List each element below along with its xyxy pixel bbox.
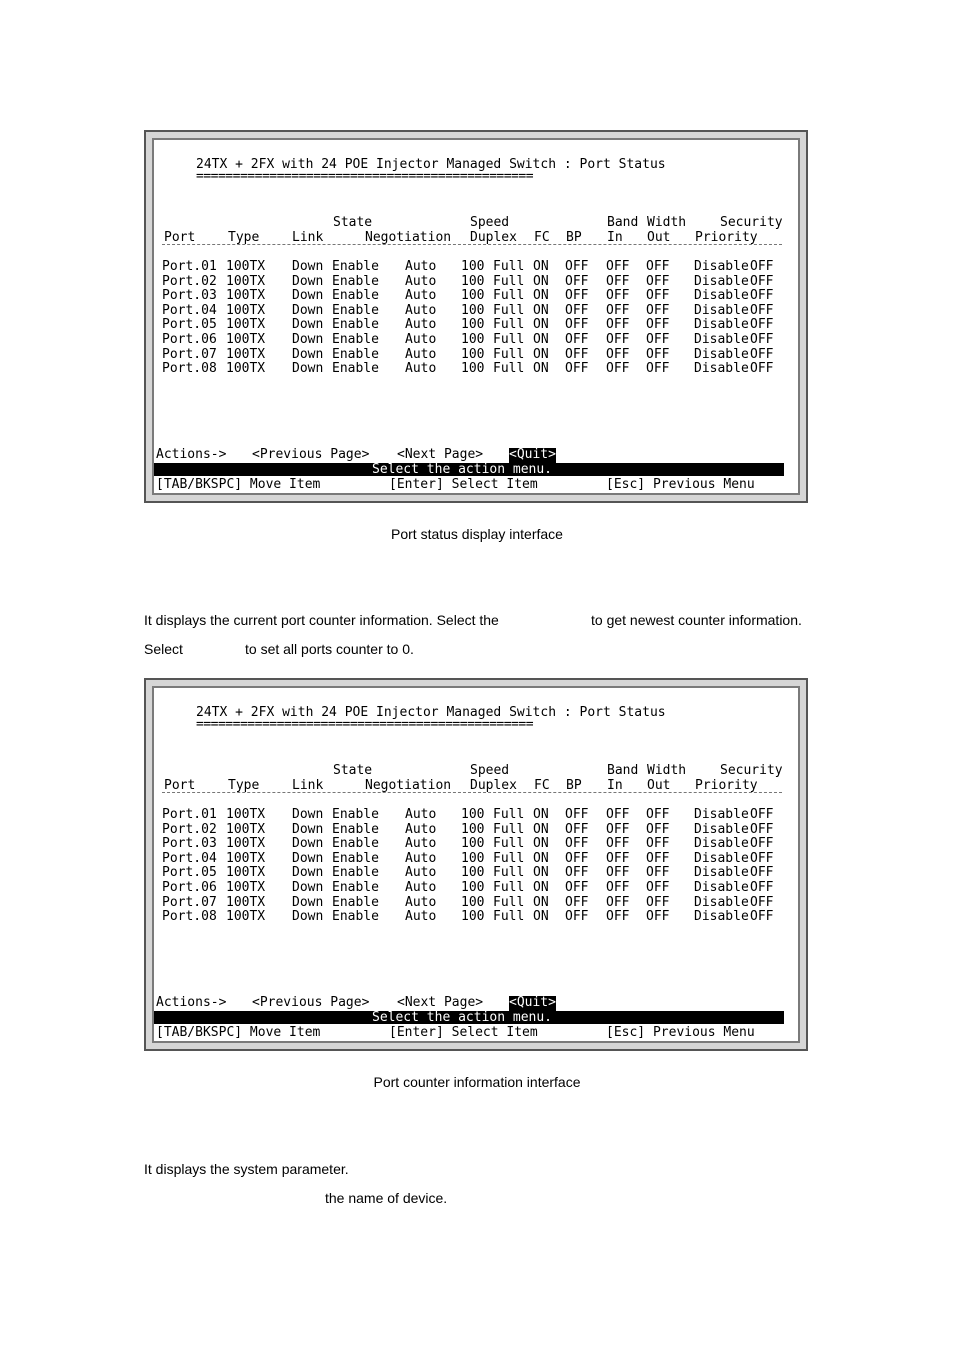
status-bar	[154, 1011, 784, 1024]
system-parameter-text: It displays the system parameter.	[144, 1161, 349, 1177]
cell-bp: OFF	[565, 879, 589, 895]
next-page-button[interactable]: <Next Page>	[397, 447, 484, 462]
cell-duplex: Full	[493, 879, 525, 895]
cell-priority: OFF	[750, 317, 774, 333]
cell-bp: OFF	[565, 909, 589, 925]
cell-port: Port.02	[162, 821, 217, 837]
header-out: Out	[647, 778, 671, 793]
cell-priority: OFF	[750, 807, 774, 822]
cell-speed: 100	[461, 879, 485, 895]
cell-bp: OFF	[565, 302, 589, 318]
cell-neg: Auto	[405, 836, 437, 852]
cell-out: OFF	[646, 879, 670, 895]
cell-security: Disable	[694, 331, 749, 347]
cell-neg: Auto	[405, 850, 437, 866]
cell-state: Enable	[332, 273, 379, 289]
cell-out: OFF	[646, 331, 670, 347]
cell-security: Disable	[694, 850, 749, 866]
cell-out: OFF	[646, 317, 670, 333]
cell-link: Down	[292, 361, 324, 377]
cell-bp: OFF	[565, 821, 589, 837]
counter-text-1b: to get newest counter information.	[591, 612, 802, 628]
status-message: Select the action menu.	[372, 462, 553, 477]
cell-state: Enable	[332, 865, 379, 881]
header-type: Type	[228, 230, 260, 245]
cell-duplex: Full	[493, 288, 525, 304]
cell-state: Enable	[332, 259, 379, 274]
cell-neg: Auto	[405, 361, 437, 377]
cell-neg: Auto	[405, 909, 437, 925]
cell-speed: 100	[461, 331, 485, 347]
cell-neg: Auto	[405, 302, 437, 318]
cell-bp: OFF	[565, 361, 589, 377]
cell-type: 100TX	[226, 346, 266, 362]
cell-neg: Auto	[405, 879, 437, 895]
cell-bp: OFF	[565, 259, 589, 274]
cell-type: 100TX	[226, 302, 266, 318]
cell-bp: OFF	[565, 865, 589, 881]
cell-type: 100TX	[226, 836, 266, 852]
counter-text-2a: Select	[144, 641, 183, 657]
cell-state: Enable	[332, 346, 379, 362]
cell-type: 100TX	[226, 850, 266, 866]
cell-out: OFF	[646, 302, 670, 318]
cell-speed: 100	[461, 317, 485, 333]
cell-state: Enable	[332, 807, 379, 822]
cell-priority: OFF	[750, 879, 774, 895]
cell-link: Down	[292, 273, 324, 289]
header-bp: BP	[566, 230, 582, 245]
status-message: Select the action menu.	[372, 1010, 553, 1025]
cell-out: OFF	[646, 850, 670, 866]
cell-state: Enable	[332, 879, 379, 895]
cell-security: Disable	[694, 821, 749, 837]
cell-speed: 100	[461, 821, 485, 837]
cell-link: Down	[292, 821, 324, 837]
cell-state: Enable	[332, 894, 379, 910]
terminal-screen	[152, 686, 800, 1043]
cell-priority: OFF	[750, 909, 774, 925]
cell-fc: ON	[533, 865, 549, 881]
cell-speed: 100	[461, 361, 485, 377]
cell-duplex: Full	[493, 894, 525, 910]
cell-speed: 100	[461, 909, 485, 925]
header-band: Band	[607, 215, 639, 230]
cell-out: OFF	[646, 273, 670, 289]
help-previous: [Esc] Previous Menu	[606, 1025, 755, 1040]
cell-priority: OFF	[750, 836, 774, 852]
cell-in: OFF	[606, 302, 630, 318]
cell-in: OFF	[606, 821, 630, 837]
cell-state: Enable	[332, 288, 379, 304]
cell-speed: 100	[461, 346, 485, 362]
cell-priority: OFF	[750, 331, 774, 347]
help-select: [Enter] Select Item	[389, 477, 538, 492]
cell-duplex: Full	[493, 807, 525, 822]
cell-neg: Auto	[405, 894, 437, 910]
cell-neg: Auto	[405, 317, 437, 333]
cell-port: Port.07	[162, 894, 217, 910]
header-link: Link	[292, 778, 324, 793]
cell-speed: 100	[461, 836, 485, 852]
cell-priority: OFF	[750, 288, 774, 304]
previous-page-button[interactable]: <Previous Page>	[252, 995, 370, 1010]
cell-type: 100TX	[226, 273, 266, 289]
cell-bp: OFF	[565, 273, 589, 289]
cell-type: 100TX	[226, 259, 266, 274]
cell-fc: ON	[533, 317, 549, 333]
cell-speed: 100	[461, 273, 485, 289]
header-state: State	[333, 215, 373, 230]
header-fc: FC	[534, 230, 550, 245]
counter-text-1a: It displays the current port counter information. Select the	[144, 612, 499, 628]
header-priority: Priority	[695, 230, 758, 245]
port-status-window-1	[144, 130, 808, 503]
cell-fc: ON	[533, 259, 549, 274]
cell-security: Disable	[694, 836, 749, 852]
cell-link: Down	[292, 302, 324, 318]
header-divider	[162, 244, 782, 245]
cell-link: Down	[292, 331, 324, 347]
cell-link: Down	[292, 894, 324, 910]
cell-speed: 100	[461, 259, 485, 274]
cell-state: Enable	[332, 909, 379, 925]
cell-neg: Auto	[405, 259, 437, 274]
title-underline: ==============================================	[196, 717, 534, 732]
cell-link: Down	[292, 836, 324, 852]
port-status-window-2	[144, 678, 808, 1051]
cell-security: Disable	[694, 879, 749, 895]
cell-link: Down	[292, 865, 324, 881]
cell-priority: OFF	[750, 273, 774, 289]
cell-port: Port.06	[162, 331, 217, 347]
header-negotiation: Negotiation	[365, 230, 452, 245]
cell-link: Down	[292, 288, 324, 304]
cell-link: Down	[292, 259, 324, 274]
cell-bp: OFF	[565, 894, 589, 910]
cell-priority: OFF	[750, 361, 774, 377]
status-bar	[154, 463, 784, 476]
help-move: [TAB/BKSPC] Move Item	[156, 477, 321, 492]
cell-in: OFF	[606, 909, 630, 925]
header-speed: Speed	[470, 215, 510, 230]
cell-type: 100TX	[226, 909, 266, 925]
header-duplex: Duplex	[470, 230, 517, 245]
screen-title: 24TX + 2FX with 24 POE Injector Managed Switch : Port Status	[196, 705, 666, 720]
cell-link: Down	[292, 850, 324, 866]
cell-duplex: Full	[493, 850, 525, 866]
help-previous: [Esc] Previous Menu	[606, 477, 755, 492]
cell-fc: ON	[533, 909, 549, 925]
cell-bp: OFF	[565, 807, 589, 822]
header-priority: Priority	[695, 778, 758, 793]
next-page-button[interactable]: <Next Page>	[397, 995, 484, 1010]
cell-state: Enable	[332, 821, 379, 837]
cell-state: Enable	[332, 361, 379, 377]
cell-out: OFF	[646, 807, 670, 822]
cell-link: Down	[292, 346, 324, 362]
header-security: Security	[720, 215, 783, 230]
cell-speed: 100	[461, 865, 485, 881]
cell-type: 100TX	[226, 807, 266, 822]
cell-out: OFF	[646, 346, 670, 362]
cell-in: OFF	[606, 361, 630, 377]
cell-link: Down	[292, 879, 324, 895]
header-security: Security	[720, 763, 783, 778]
title-underline: ==============================================	[196, 169, 534, 184]
cell-type: 100TX	[226, 865, 266, 881]
cell-duplex: Full	[493, 865, 525, 881]
header-divider	[162, 792, 782, 793]
cell-security: Disable	[694, 865, 749, 881]
cell-in: OFF	[606, 346, 630, 362]
cell-speed: 100	[461, 302, 485, 318]
cell-speed: 100	[461, 850, 485, 866]
help-move: [TAB/BKSPC] Move Item	[156, 1025, 321, 1040]
actions-label: Actions->	[156, 995, 227, 1010]
caption-port-status: Port status display interface	[391, 526, 563, 542]
cell-duplex: Full	[493, 259, 525, 274]
cell-duplex: Full	[493, 836, 525, 852]
cell-fc: ON	[533, 331, 549, 347]
cell-duplex: Full	[493, 909, 525, 925]
cell-duplex: Full	[493, 273, 525, 289]
cell-security: Disable	[694, 909, 749, 925]
cell-priority: OFF	[750, 850, 774, 866]
cell-out: OFF	[646, 821, 670, 837]
cell-out: OFF	[646, 259, 670, 274]
cell-in: OFF	[606, 865, 630, 881]
cell-priority: OFF	[750, 894, 774, 910]
cell-in: OFF	[606, 317, 630, 333]
cell-security: Disable	[694, 346, 749, 362]
cell-fc: ON	[533, 894, 549, 910]
cell-bp: OFF	[565, 346, 589, 362]
cell-out: OFF	[646, 865, 670, 881]
cell-neg: Auto	[405, 865, 437, 881]
cell-security: Disable	[694, 807, 749, 822]
cell-out: OFF	[646, 836, 670, 852]
header-width: Width	[647, 215, 687, 230]
cell-type: 100TX	[226, 361, 266, 377]
cell-priority: OFF	[750, 302, 774, 318]
cell-type: 100TX	[226, 288, 266, 304]
cell-neg: Auto	[405, 288, 437, 304]
header-port: Port	[164, 778, 196, 793]
cell-in: OFF	[606, 836, 630, 852]
header-type: Type	[228, 778, 260, 793]
cell-fc: ON	[533, 302, 549, 318]
help-select: [Enter] Select Item	[389, 1025, 538, 1040]
header-speed: Speed	[470, 763, 510, 778]
cell-fc: ON	[533, 288, 549, 304]
counter-text-2b: to set all ports counter to 0.	[245, 641, 414, 657]
cell-security: Disable	[694, 894, 749, 910]
header-duplex: Duplex	[470, 778, 517, 793]
cell-state: Enable	[332, 302, 379, 318]
cell-duplex: Full	[493, 821, 525, 837]
cell-duplex: Full	[493, 346, 525, 362]
quit-button[interactable]: <Quit>	[509, 995, 556, 1010]
cell-port: Port.06	[162, 879, 217, 895]
cell-port: Port.03	[162, 288, 217, 304]
cell-type: 100TX	[226, 317, 266, 333]
cell-type: 100TX	[226, 879, 266, 895]
cell-speed: 100	[461, 807, 485, 822]
cell-security: Disable	[694, 273, 749, 289]
quit-button[interactable]: <Quit>	[509, 447, 556, 462]
cell-fc: ON	[533, 273, 549, 289]
cell-port: Port.03	[162, 836, 217, 852]
cell-duplex: Full	[493, 331, 525, 347]
cell-security: Disable	[694, 302, 749, 318]
cell-state: Enable	[332, 331, 379, 347]
cell-in: OFF	[606, 894, 630, 910]
header-in: In	[607, 778, 623, 793]
cell-in: OFF	[606, 259, 630, 274]
cell-port: Port.08	[162, 909, 217, 925]
cell-neg: Auto	[405, 331, 437, 347]
cell-fc: ON	[533, 346, 549, 362]
cell-bp: OFF	[565, 850, 589, 866]
device-name-text: the name of device.	[325, 1190, 448, 1206]
terminal-screen	[152, 138, 800, 495]
header-link: Link	[292, 230, 324, 245]
header-band: Band	[607, 763, 639, 778]
header-width: Width	[647, 763, 687, 778]
cell-fc: ON	[533, 361, 549, 377]
cell-priority: OFF	[750, 821, 774, 837]
caption-port-counter: Port counter information interface	[373, 1074, 581, 1090]
cell-port: Port.01	[162, 807, 217, 822]
cell-port: Port.01	[162, 259, 217, 274]
cell-in: OFF	[606, 850, 630, 866]
cell-state: Enable	[332, 836, 379, 852]
cell-out: OFF	[646, 288, 670, 304]
cell-fc: ON	[533, 821, 549, 837]
cell-neg: Auto	[405, 273, 437, 289]
cell-speed: 100	[461, 894, 485, 910]
cell-security: Disable	[694, 288, 749, 304]
cell-bp: OFF	[565, 288, 589, 304]
cell-neg: Auto	[405, 346, 437, 362]
cell-neg: Auto	[405, 807, 437, 822]
cell-type: 100TX	[226, 894, 266, 910]
header-port: Port	[164, 230, 196, 245]
header-negotiation: Negotiation	[365, 778, 452, 793]
cell-bp: OFF	[565, 331, 589, 347]
cell-in: OFF	[606, 331, 630, 347]
screen-title: 24TX + 2FX with 24 POE Injector Managed Switch : Port Status	[196, 157, 666, 172]
previous-page-button[interactable]: <Previous Page>	[252, 447, 370, 462]
cell-duplex: Full	[493, 317, 525, 333]
cell-link: Down	[292, 807, 324, 822]
cell-duplex: Full	[493, 302, 525, 318]
cell-priority: OFF	[750, 259, 774, 274]
cell-in: OFF	[606, 273, 630, 289]
cell-out: OFF	[646, 894, 670, 910]
cell-port: Port.05	[162, 317, 217, 333]
cell-out: OFF	[646, 909, 670, 925]
cell-speed: 100	[461, 288, 485, 304]
header-in: In	[607, 230, 623, 245]
cell-neg: Auto	[405, 821, 437, 837]
cell-out: OFF	[646, 361, 670, 377]
cell-link: Down	[292, 317, 324, 333]
cell-port: Port.04	[162, 302, 217, 318]
header-state: State	[333, 763, 373, 778]
cell-port: Port.07	[162, 346, 217, 362]
cell-security: Disable	[694, 361, 749, 377]
actions-label: Actions->	[156, 447, 227, 462]
cell-priority: OFF	[750, 865, 774, 881]
cell-type: 100TX	[226, 331, 266, 347]
cell-in: OFF	[606, 879, 630, 895]
cell-fc: ON	[533, 879, 549, 895]
cell-fc: ON	[533, 836, 549, 852]
cell-state: Enable	[332, 850, 379, 866]
cell-fc: ON	[533, 850, 549, 866]
header-bp: BP	[566, 778, 582, 793]
cell-in: OFF	[606, 807, 630, 822]
cell-duplex: Full	[493, 361, 525, 377]
cell-state: Enable	[332, 317, 379, 333]
cell-priority: OFF	[750, 346, 774, 362]
header-out: Out	[647, 230, 671, 245]
cell-security: Disable	[694, 317, 749, 333]
cell-port: Port.08	[162, 361, 217, 377]
cell-fc: ON	[533, 807, 549, 822]
cell-port: Port.02	[162, 273, 217, 289]
cell-in: OFF	[606, 288, 630, 304]
cell-link: Down	[292, 909, 324, 925]
cell-port: Port.04	[162, 850, 217, 866]
header-fc: FC	[534, 778, 550, 793]
cell-security: Disable	[694, 259, 749, 274]
cell-port: Port.05	[162, 865, 217, 881]
cell-bp: OFF	[565, 836, 589, 852]
cell-bp: OFF	[565, 317, 589, 333]
cell-type: 100TX	[226, 821, 266, 837]
